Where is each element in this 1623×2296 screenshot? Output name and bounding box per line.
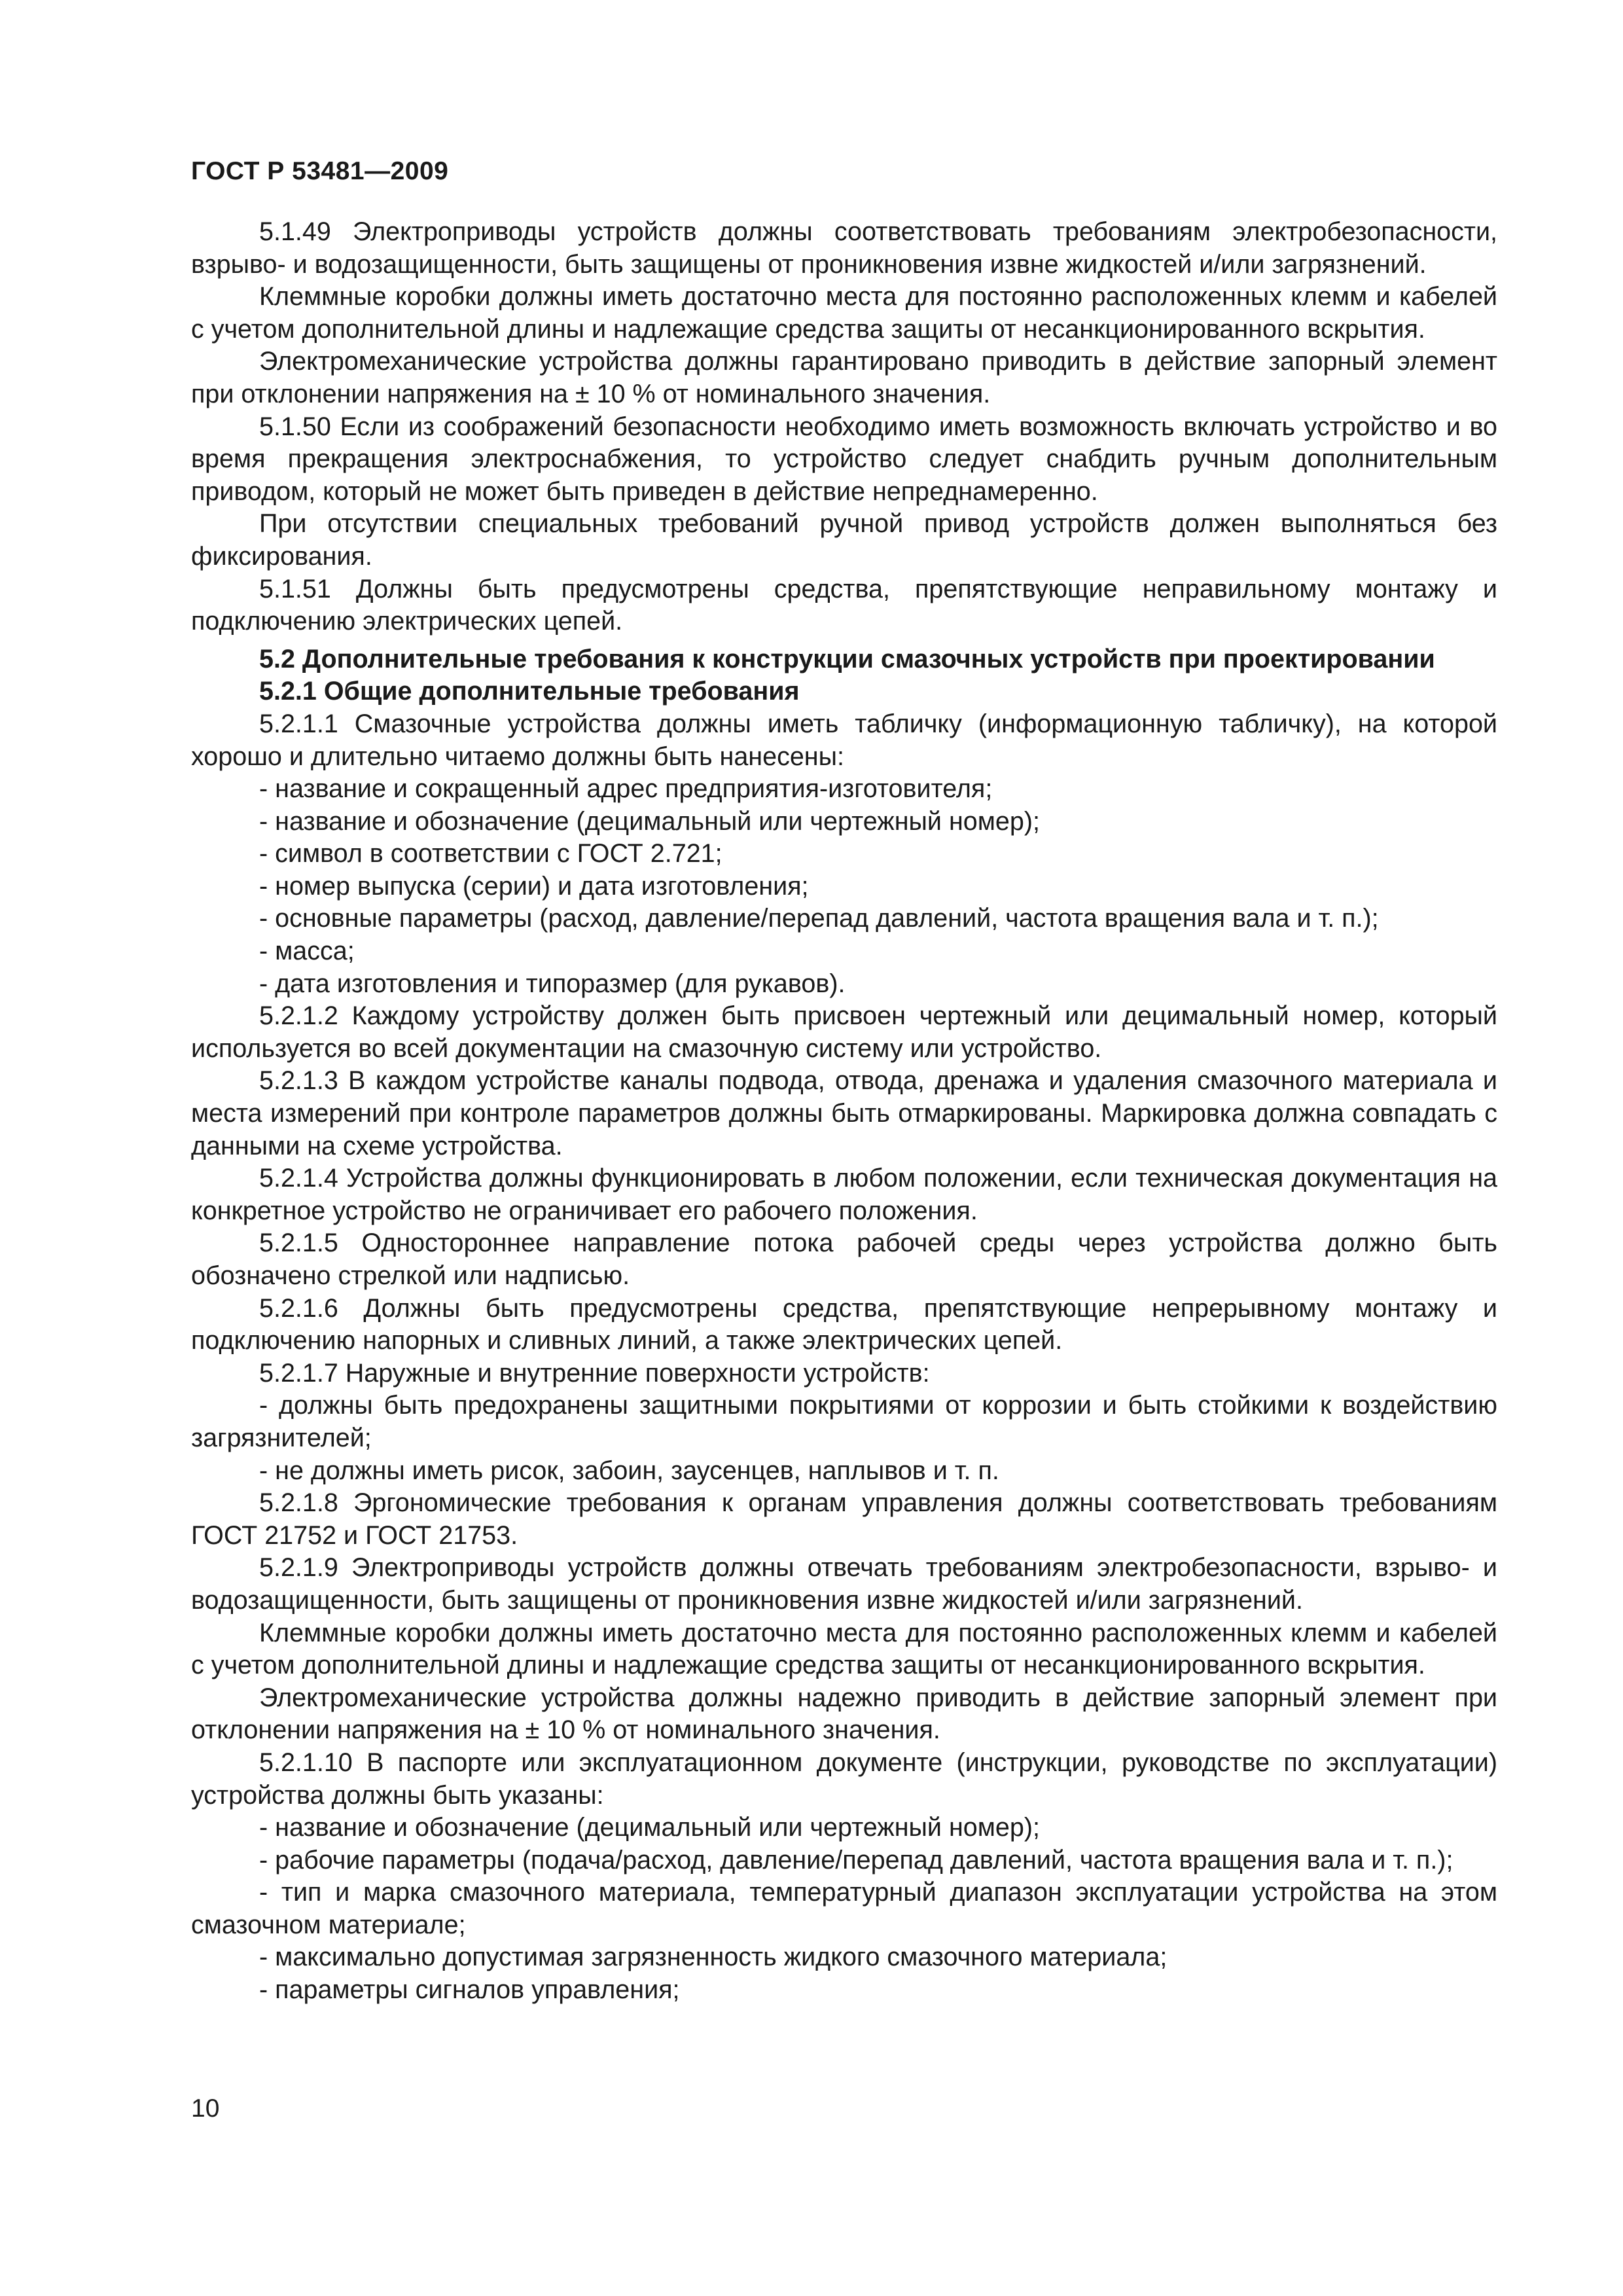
section-heading: 5.2 Дополнительные требования к конструкции смазочных устройств при проектировании — [259, 644, 1435, 673]
paragraph: 5.1.51 Должны быть предусмотрены средства, препятствующие неправильному монтажу и подключению электрических цепей. — [191, 574, 1497, 636]
paragraph: - параметры сигналов управления; — [259, 1975, 680, 2005]
paragraph: - основные параметры (расход, давление/перепад давлений, частота вращения вала и т. п.); — [259, 904, 1379, 933]
paragraph: - должны быть предохранены защитными покрытиями от коррозии и быть стойкими к воздействию загрязнителей; — [191, 1391, 1497, 1452]
paragraph: - номер выпуска (серии) и дата изготовления; — [259, 871, 809, 901]
paragraph: - максимально допустимая загрязненность жидкого смазочного материала; — [259, 1943, 1168, 1972]
paragraph: - рабочие параметры (подача/расход, давление/перепад давлений, частота вращения вала и т. п.); — [259, 1845, 1454, 1874]
paragraph: Электромеханические устройства должны надежно приводить в действие запорный элемент при отклонении напряжения на ± 10 % от номинального значения. — [191, 1683, 1497, 1745]
paragraph: 5.1.49 Электроприводы устройств должны соответствовать требованиям электробезопасности, взрыво- и водозащищенности, быть защищены от проникновения извне жидкостей и/или загрязнений. — [191, 217, 1497, 279]
paragraph: 5.2.1.8 Эргономические требования к органам управления должны соответствовать требованиям ГОСТ 21752 и ГОСТ 21753. — [191, 1488, 1497, 1550]
paragraph: - тип и марка смазочного материала, температурный диапазон эксплуатации устройства на этом смазочном материале; — [191, 1878, 1497, 1939]
paragraph: - название и обозначение (децимальный или чертежный номер); — [259, 806, 1040, 836]
section-heading: 5.2.1 Общие дополнительные требования — [259, 677, 800, 706]
paragraph: Клеммные коробки должны иметь достаточно места для постоянно расположенных клемм и кабелей с учетом дополнительной длины и надлежащие средства защиты от несанкционированного вскрытия. — [191, 282, 1497, 344]
document-body — [191, 216, 1497, 2007]
paragraph: Клеммные коробки должны иметь достаточно места для постоянно расположенных клемм и кабелей с учетом дополнительной длины и надлежащие средства защиты от несанкционированного вскрытия. — [191, 1618, 1497, 1680]
paragraph: 5.2.1.1 Смазочные устройства должны иметь табличку (информационную табличку), на которой хорошо и длительно читаемо должны быть нанесены: — [191, 709, 1497, 771]
document-header: ГОСТ Р 53481—2009 — [191, 157, 449, 185]
page-number: 10 — [191, 2094, 220, 2123]
paragraph: - масса; — [259, 937, 355, 966]
paragraph: 5.2.1.7 Наружные и внутренние поверхности устройств: — [259, 1358, 930, 1388]
paragraph: 5.2.1.4 Устройства должны функционировать в любом положении, если техническая документация на конкретное устройство не ограничивает его рабочего положения. — [191, 1164, 1497, 1225]
paragraph: - название и сокращенный адрес предприятия-изготовителя; — [259, 774, 993, 804]
paragraph: Электромеханические устройства должны гарантировано приводить в действие запорный элемент при отклонении напряжения на ± 10 % от номинального значения. — [191, 347, 1497, 408]
paragraph: При отсутствии специальных требований ручной привод устройств должен выполняться без фиксирования. — [191, 509, 1497, 571]
paragraph: 5.2.1.5 Одностороннее направление потока рабочей среды через устройства должно быть обозначено стрелкой или надписью. — [191, 1229, 1497, 1290]
paragraph: 5.2.1.2 Каждому устройству должен быть присвоен чертежный или децимальный номер, который используется во всей документации на смазочную систему или устройство. — [191, 1001, 1497, 1063]
paragraph: - не должны иметь рисок, забоин, заусенцев, наплывов и т. п. — [259, 1456, 999, 1485]
paragraph: 5.2.1.3 В каждом устройстве каналы подвода, отвода, дренажа и удаления смазочного материала и места измерений при контроле параметров должны быть отмаркированы. Маркировка должна совпадать с данными на схеме устройства. — [191, 1066, 1497, 1160]
paragraph: - дата изготовления и типоразмер (для рукавов). — [259, 969, 846, 998]
paragraph: - название и обозначение (децимальный или чертежный номер); — [259, 1813, 1040, 1842]
paragraph: 5.2.1.9 Электроприводы устройств должны отвечать требованиям электробезопасности, взрыво- и водозащищенности, быть защищены от проникновения извне жидкостей и/или загрязнений. — [191, 1553, 1497, 1615]
paragraph: - символ в соответствии с ГОСТ 2.721; — [259, 839, 722, 869]
paragraph: 5.2.1.6 Должны быть предусмотрены средства, препятствующие непрерывному монтажу и подключению напорных и сливных линий, а также электрических цепей. — [191, 1293, 1497, 1355]
paragraph: 5.1.50 Если из соображений безопасности необходимо иметь возможность включать устройство и во время прекращения электроснабжения, то устройство следует снабдить ручным дополнительным приводом, который не может быть приведен в действие непреднамеренно. — [191, 412, 1497, 506]
paragraph: 5.2.1.10 В паспорте или эксплуатационном документе (инструкции, руководстве по эксплуатации) устройства должны быть указаны: — [191, 1748, 1497, 1810]
